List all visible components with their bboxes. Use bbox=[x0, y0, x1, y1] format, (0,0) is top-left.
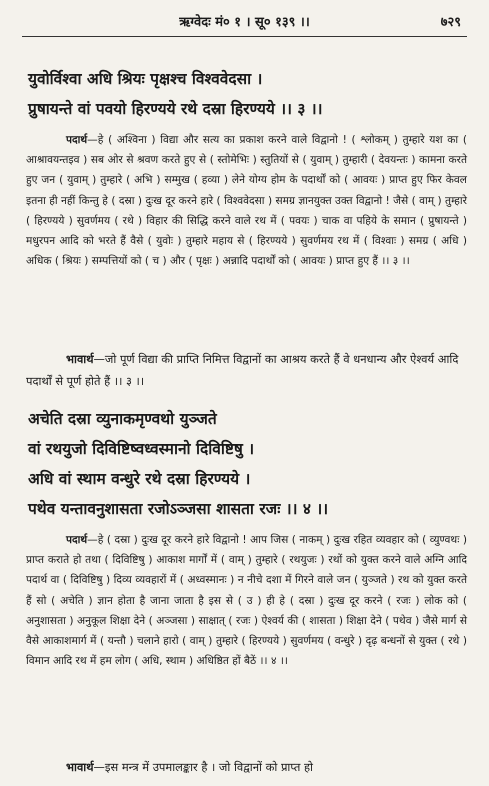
bhavartha-text: —इस मन्त्र में उपमालङ्कार है । जो विद्वानों को प्राप्त हो bbox=[93, 760, 314, 774]
header-rule bbox=[22, 36, 467, 37]
verse-4 bbox=[28, 404, 469, 524]
padartha-text: —हे ( अश्विना ) विद्या और सत्य का प्रकाश करने वाले विद्वानो ! ( श्लोकम् ) तुम्हारे यश का ( आश्रावयन्तइव ) सब ओर से श्रवण करते हुए से ( स्तोमेभिः ) स्तुतियों से ( युवाम् ) तुम्हारी ( देवयन्तः ) कामना करते हुए जन ( युवाम् ) तुम्हारे ( अभि ) सम्मुख ( हव्या ) लेने योग्य होम के पदार्थों को ( आवयः ) प्राप्त हुए फिर केवल इतना ही नहीं किन्तु हे ( दस्रा ) दुःख दूर करने हारे ( विश्ववेदसा ) समग्र ज्ञानयुक्त उक्त विद्वानो ! जैसे ( वाम् ) तुम्हारे ( हिरण्यये ) सुवर्णमय ( रथे ) विहार की सिद्धि करने वाले रथ में ( पवयः ) चाक वा पहिये के समान ( प्रुषायन्ते ) मधुरपन आदि को भरते हैं वैसे ( युवोः ) तुम्हारे महाय से ( हिरण्यये ) सुवर्णमय रथ में ( विश्वाः ) समग्र ( अधि ) अधिक ( श्रियः ) सम्पत्तियों को ( च ) और ( पृक्षः ) अन्नादि पदार्थों को ( आवयः ) प्राप्त हुए हैं ।। ३ ।। bbox=[26, 134, 467, 268]
verse-line: प्रुषायन्ते वां पवयो हिरण्यये रथे दस्रा हिरण्यये ।। ३ ।। bbox=[28, 100, 323, 118]
padartha-label: पदार्थ bbox=[66, 134, 88, 146]
running-title: ऋग्वेदः मं० १ । सू० १३९ ।। bbox=[179, 15, 310, 30]
page-number: ७२९ bbox=[440, 15, 461, 30]
bhavartha-text: —जो पूर्ण विद्या की प्राप्ति निमित्त विद्वानों का आश्रय करते हैं वे धनधान्य और ऐश्वर्य आदि पदार्थों से पूर्ण होते हैं ।। ३ ।। bbox=[26, 352, 459, 388]
bhavartha-3 bbox=[26, 348, 467, 392]
verse-line: वां रथयुजो दिविष्टिष्वध्वस्मानो दिविष्टिषु । bbox=[28, 440, 255, 458]
padartha-label: पदार्थ bbox=[66, 534, 88, 546]
verse-line: अधि वां स्थाम वन्धुरे रथे दस्रा हिरण्यये । bbox=[28, 470, 251, 488]
page-header bbox=[28, 10, 461, 32]
padartha-text: —हे ( दस्रा ) दुःख दूर करने हारे विद्वानो ! आप जिस ( नाकम् ) दुःख रहित व्यवहार को ( व्युण्वथः ) प्राप्त कराते हो तथा ( दिविष्टिषु ) आकाश मार्गों में ( वाम् ) तुम्हारे ( रथयुजः ) रथों को युक्त करने वाले अग्नि आदि पदार्थ वा ( दिविष्टिषु ) दिव्य व्यवहारों में ( अध्वस्मानः ) न नीचे दशा में गिरने वाले जन ( युञ्जते ) रथ को युक्त करते हैं सो ( अचेति ) ज्ञान होता है जाना जाता है इस से ( उ ) ही हे ( दस्रा ) दुःख दूर करने ( रजः ) लोक को ( अनुशासता ) अनुकूल शिक्षा देने ( अञ्जसा ) साक्षात् ( रजः ) ऐश्वर्य की ( शासता ) शिक्षा देने ( पथेव ) जैसे मार्ग से वैसे आकाशमार्ग में ( यन्तौ ) चलाने हारो ( वाम् ) तुम्हारे ( हिरण्यये ) सुवर्णमय ( वन्धुरे ) दृढ़ बन्धनों से युक्त ( रथे ) विमान आदि रथ में हम लोग ( अधि, स्थाम ) अधिष्ठित हों बैठें ।। ४ ।। bbox=[26, 534, 467, 668]
verse-line: अचेति दस्रा व्युनाकमृण्वथो युञ्जते bbox=[28, 410, 217, 428]
bhavartha-label: भावार्थ bbox=[66, 760, 94, 774]
padartha-4 bbox=[26, 530, 467, 671]
bhavartha-label: भावार्थ bbox=[66, 352, 94, 366]
verse-3 bbox=[28, 64, 469, 124]
verse-line: युवोर्विश्वा अधि श्रियः पृक्षश्च विश्ववेदसा । bbox=[28, 70, 263, 88]
bhavartha-4 bbox=[26, 756, 467, 778]
verse-line: पथेव यन्तावनुशासता रजोऽञ्जसा शासता रजः ।। ४ ।। bbox=[28, 500, 329, 518]
padartha-3 bbox=[26, 130, 467, 271]
